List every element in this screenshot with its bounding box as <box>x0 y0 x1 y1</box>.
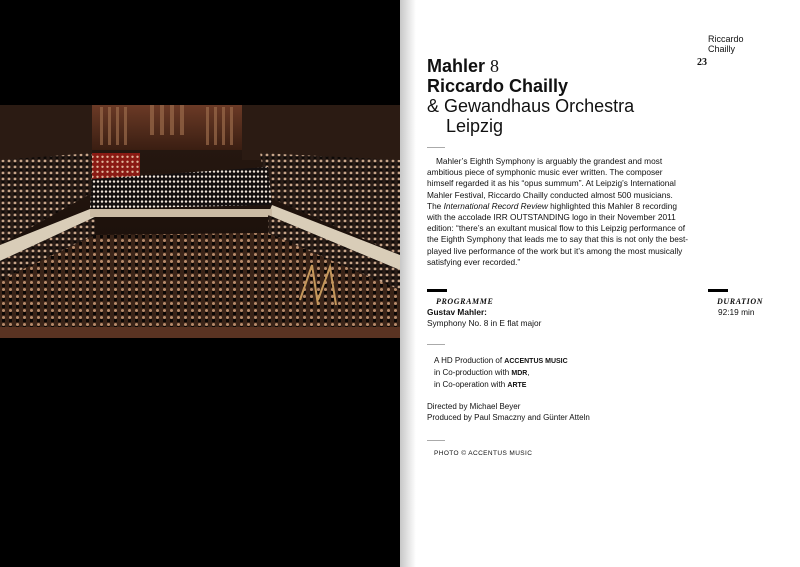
coproduction-prefix: in Co-production with <box>434 368 510 377</box>
title-city: Leipzig <box>446 116 504 136</box>
divider <box>427 147 445 148</box>
page-number: 23 <box>697 57 707 68</box>
production-prefix: A HD Production of <box>434 356 503 365</box>
production-company: ACCENTUS MUSIC <box>504 358 568 365</box>
duration-rule <box>708 289 728 292</box>
coproduction-company: MDR <box>511 370 528 377</box>
staff-credits <box>427 401 590 423</box>
duration-label: DURATION <box>717 297 764 306</box>
page-fold-shadow <box>400 0 416 567</box>
cooperation-line <box>434 379 568 391</box>
production-credits <box>434 355 568 391</box>
cooperation-prefix: in Co-operation with <box>434 380 506 389</box>
cooperation-company: ARTE <box>507 382 527 389</box>
programme-label: PROGRAMME <box>436 297 494 306</box>
duration-value: 92:19 min <box>718 307 755 317</box>
programme-composer: Gustav Mahler: <box>427 307 487 317</box>
divider <box>427 440 445 441</box>
running-head-line-2: Chailly <box>708 44 736 54</box>
photo-credit: PHOTO © ACCENTUS MUSIC <box>434 450 533 457</box>
title-work-number: 8 <box>490 56 500 76</box>
publication-title: International Record Review <box>443 200 548 211</box>
page-title <box>427 56 634 136</box>
directed-by: Directed by Michael Beyer <box>427 402 521 411</box>
coproduction-line: in Co-production with MDR, <box>434 368 530 377</box>
concert-hall-illustration <box>0 105 400 338</box>
divider <box>427 344 445 345</box>
title-orchestra: & Gewandhaus Orchestra <box>427 96 635 116</box>
title-conductor: Riccardo Chailly <box>427 76 569 96</box>
running-head <box>708 34 744 54</box>
description-part-2: highlighted this Mahler 8 recording with the accolade IRR OUTSTANDING logo in their November 2011 edition: “there’s an exultant musical flow to this Leipzig performance of the Eighth Symphony that leads me to say that this is not only the best-played live performance of the work but it’s among the most musically satisfying ever recorded.” <box>427 200 689 267</box>
title-work: Mahler <box>427 56 486 76</box>
programme-work: Symphony No. 8 in E flat major <box>427 318 542 328</box>
description-paragraph <box>427 156 689 268</box>
produced-by: Produced by Paul Smaczny and Günter Atteln <box>427 413 590 422</box>
programme-rule <box>427 289 447 292</box>
running-head-line-1: Riccardo <box>708 34 744 44</box>
description-part-1: Mahler’s Eighth Symphony is arguably the grandest and most ambitious piece of symphonic music ever written. The composer himself regarded it as his “opus summum”. At Leipzig’s International Mahler Festival, Riccardo Chailly conducted almost 500 musicians. The <box>427 156 676 211</box>
concert-hall-photo <box>0 105 400 338</box>
production-line <box>434 355 568 367</box>
